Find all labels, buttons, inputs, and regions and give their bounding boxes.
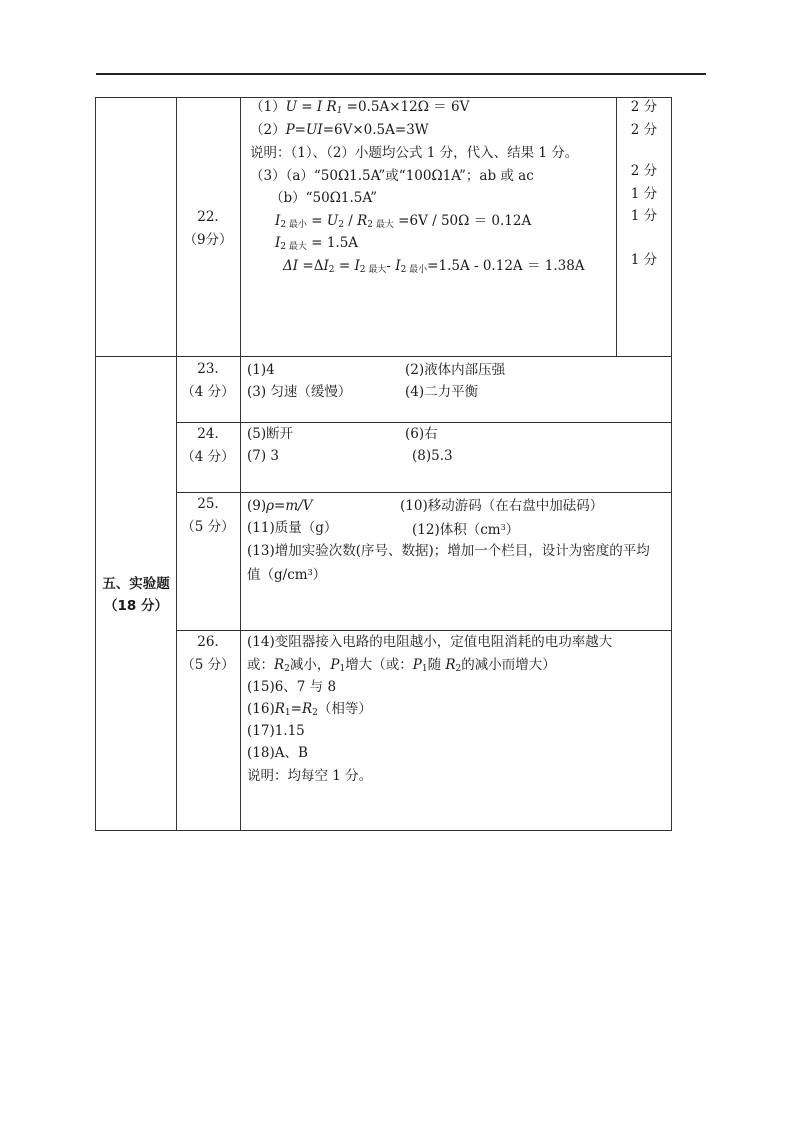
answer-item: $(16)R_1=R_2$（相等） [247,701,372,718]
points-col-divider [616,97,617,357]
question-number: 25. （5 分） [176,493,240,539]
answer-item: (9)ρ=m/V [247,498,313,514]
q22-answer-3c: $I_{2 最小} = U_2 / R_{2 最大} =6V / 50\Omega = 0.12A$ [275,213,532,230]
question-points: （5 分） [181,519,235,535]
q22-answer-3d: $I_{2 最大} = 1.5A$ [275,235,359,252]
answer-item: (12)体积$(cm^3)$ [412,522,520,538]
score-item: 2 分 [630,163,658,179]
answer-item: (14)变阻器接入电路的电阻越小，定值电阻消耗的电功率越大 [247,634,613,650]
section-title: 五、实验题 （18 分） [96,573,176,617]
answer-item: (17)1.15 [247,723,305,739]
answer-item: (5)断开 [247,426,294,442]
q22-answer-2: （2）P=UI=6V×0.5A=3W [250,122,429,138]
answer-item: 值$(g/cm^3)$ [247,567,327,583]
answer-item: (2)液体内部压强 [405,362,506,378]
answer-item: (11)质量（g） [247,520,338,536]
answer-note: 说明：均每空 1 分。 [247,768,373,784]
score-item: 1 分 [630,186,658,202]
col-divider-2 [240,97,241,831]
score-item: 2 分 [630,122,658,138]
answer-item: (4)二力平衡 [405,384,479,400]
header-rule [96,73,706,75]
question-points: （4 分） [181,449,235,465]
question-points: （5 分） [181,657,235,673]
answer-item: (7) 3 [247,448,280,464]
row-divider-22 [95,356,672,357]
answer-item: 或：$R_2$减小，$P_1$增大（或：$P_1$随 $R_2$的减小而增大） [247,657,556,674]
question-number: 22. （9分） [176,206,240,252]
answer-item: (3) 匀速（缓慢） [247,384,352,400]
row-divider-23 [176,422,672,423]
score-item: 1 分 [630,252,658,268]
answer-item: (10)移动游码（在右盘中加砝码） [400,498,604,514]
answer-item: (15)6、7 与 8 [247,679,337,695]
answer-item: (13)增加实验次数(序号、数据)；增加一个栏目，设计为密度的平均 [247,543,650,559]
question-number: 26. （5 分） [176,631,240,677]
q22-answer-3b: （b）“50Ω1.5A” [270,190,378,206]
score-item: 1 分 [630,208,658,224]
answer-item: (18)A、B [247,745,308,761]
answer-item: (1)4 [247,362,275,378]
question-points: （9分） [183,232,233,248]
question-number: 23. （4 分） [176,358,240,404]
q22-answer-1: （1）U = I $R_1 =0.5A\times 12\Omega = 6V$ [250,99,470,116]
score-item: 2 分 [630,99,658,115]
section-total: （18 分） [104,598,168,614]
q22-note: 说明：（1）、（2）小题均公式 1 分，代入、结果 1 分。 [250,145,579,161]
question-number: 24. （4 分） [176,423,240,469]
row-divider-25 [176,630,672,631]
question-points: （4 分） [181,384,235,400]
answer-item: (8)5.3 [412,448,453,464]
q22-answer-3a: （3）（a）“50Ω1.5A”或“100Ω1A”；ab 或 ac [250,168,534,184]
answer-item: (6)右 [405,426,438,442]
q22-answer-3e: $\Delta I =\Delta I_2 = I_{2 最大}-$ $I_{2 最小}=1.5A - 0.12A = 1.38A$ [283,258,585,275]
row-divider-24 [176,492,672,493]
